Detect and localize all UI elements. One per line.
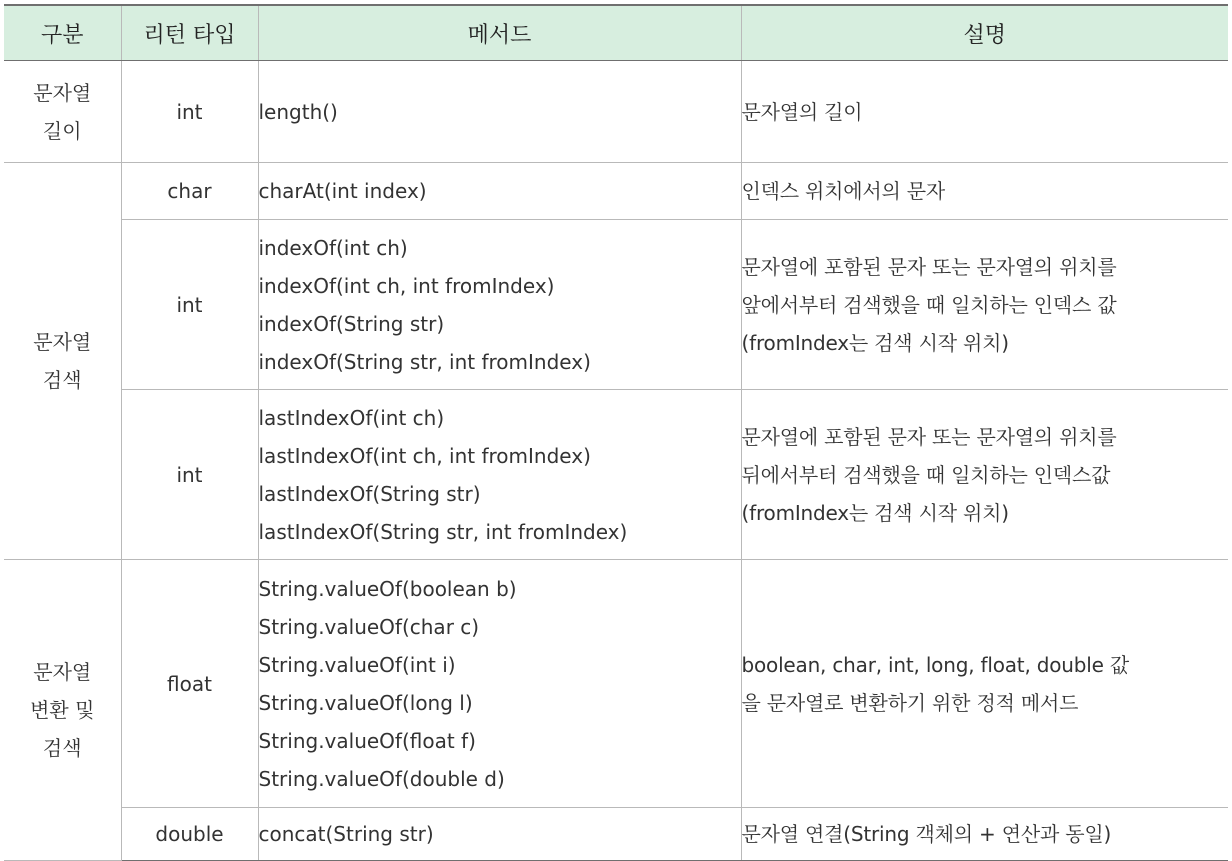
method-signature: concat(String str) xyxy=(258,822,434,846)
table-row xyxy=(4,560,1228,808)
method-signature: indexOf(int ch, int fromIndex) xyxy=(258,273,555,298)
method-signature: lastIndexOf(int ch) xyxy=(258,405,445,430)
header-category: 구분 xyxy=(4,5,121,61)
string-methods-table xyxy=(4,4,1228,861)
category-line: 길이 xyxy=(42,118,82,143)
table-row xyxy=(4,163,1228,220)
description-line: (fromIndex는 검색 시작 위치) xyxy=(741,330,1009,355)
description-line: (fromIndex는 검색 시작 위치) xyxy=(741,500,1009,525)
method-signature: String.valueOf(float f) xyxy=(258,728,476,753)
table-row xyxy=(4,808,1228,861)
category-line: 검색 xyxy=(42,368,82,392)
category-cell xyxy=(4,163,121,560)
header-description: 설명 xyxy=(741,5,1228,61)
category-cell xyxy=(4,560,121,861)
method-signature: String.valueOf(long l) xyxy=(258,690,473,715)
return-type-cell: int xyxy=(121,61,258,163)
method-signature: indexOf(int ch) xyxy=(258,235,408,260)
description-line: 문자열에 포함된 문자 또는 문자열의 위치를 xyxy=(741,254,1117,279)
description-line: 문자열에 포함된 문자 또는 문자열의 위치를 xyxy=(741,424,1117,449)
table-row xyxy=(4,220,1228,390)
method-signature: lastIndexOf(String str, int fromIndex) xyxy=(258,519,628,544)
method-signature: String.valueOf(double d) xyxy=(258,766,505,791)
description-line: 문자열의 길이 xyxy=(741,99,863,124)
category-line: 문자열 xyxy=(33,660,92,684)
description-line: 뒤에서부터 검색했을 때 일치하는 인덱스값 xyxy=(741,462,1111,487)
method-signature: String.valueOf(int i) xyxy=(258,652,456,677)
description-cell xyxy=(741,808,1228,861)
description-cell xyxy=(741,560,1228,808)
return-type-cell: int xyxy=(121,390,258,560)
method-signature: lastIndexOf(int ch, int fromIndex) xyxy=(258,443,591,468)
category-cell xyxy=(4,61,121,163)
table-row xyxy=(4,61,1228,163)
method-signature: length() xyxy=(258,99,338,124)
description-line: boolean, char, int, long, float, double 값 xyxy=(741,652,1129,677)
method-signature: indexOf(String str, int fromIndex) xyxy=(258,349,591,374)
method-cell xyxy=(258,220,741,390)
description-cell xyxy=(741,163,1228,220)
method-signature: String.valueOf(boolean b) xyxy=(258,576,517,601)
description-line: 문자열 연결(String 객체의 + 연산과 동일) xyxy=(741,822,1112,846)
method-cell xyxy=(258,808,741,861)
category-line: 변환 및 xyxy=(30,698,95,722)
return-type-cell: float xyxy=(121,560,258,808)
description-cell xyxy=(741,61,1228,163)
header-row xyxy=(4,5,1228,61)
header-method: 메서드 xyxy=(258,5,741,61)
description-cell xyxy=(741,220,1228,390)
method-signature: String.valueOf(char c) xyxy=(258,614,480,639)
method-cell xyxy=(258,390,741,560)
method-signature: indexOf(String str) xyxy=(258,311,445,336)
return-type-cell: int xyxy=(121,220,258,390)
return-type-cell: double xyxy=(121,808,258,861)
category-line: 검색 xyxy=(42,736,82,760)
description-cell xyxy=(741,390,1228,560)
description-line: 인덱스 위치에서의 문자 xyxy=(741,179,946,203)
return-type-cell: char xyxy=(121,163,258,220)
category-line: 문자열 xyxy=(33,80,92,105)
category-line: 문자열 xyxy=(33,330,92,354)
method-cell xyxy=(258,163,741,220)
method-cell xyxy=(258,560,741,808)
description-line: 앞에서부터 검색했을 때 일치하는 인덱스 값 xyxy=(741,292,1117,317)
method-signature: charAt(int index) xyxy=(258,179,427,203)
table-row xyxy=(4,390,1228,560)
description-line: 을 문자열로 변환하기 위한 정적 메서드 xyxy=(741,690,1079,715)
header-return-type: 리턴 타입 xyxy=(121,5,258,61)
method-signature: lastIndexOf(String str) xyxy=(258,481,481,506)
method-cell xyxy=(258,61,741,163)
